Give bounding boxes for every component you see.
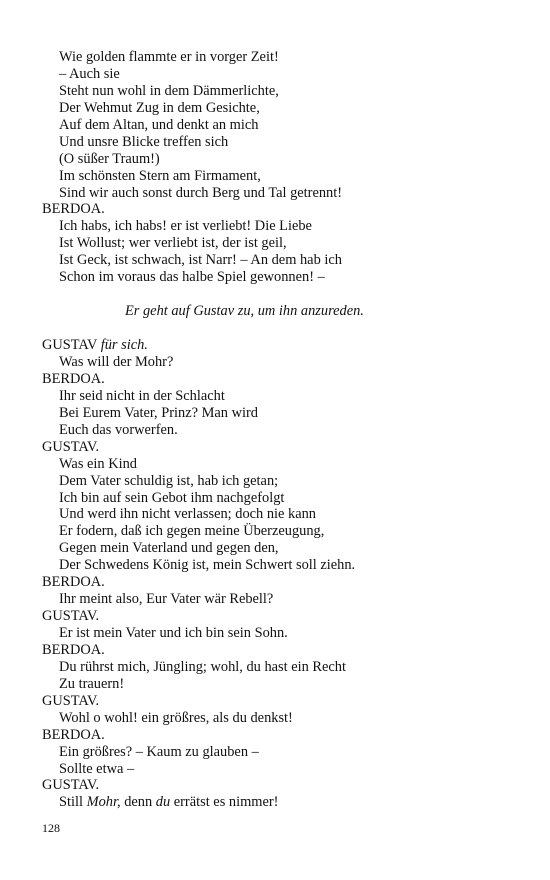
verse-line: Was will der Mohr? bbox=[59, 354, 174, 370]
speaker-name: BERDOA. bbox=[42, 641, 105, 658]
verse-line: Euch das vorwerfen. bbox=[59, 421, 178, 438]
text-fragment: GUSTAV bbox=[42, 337, 101, 354]
verse-line: Ein größres? – Kaum zu glauben – bbox=[59, 743, 259, 760]
verse-line: Ich bin auf sein Gebot ihm nachgefolgt bbox=[59, 489, 285, 506]
italic-text: für sich. bbox=[100, 337, 148, 354]
text-fragment: errätst es nimmer! bbox=[170, 794, 279, 811]
text-block bbox=[42, 49, 512, 811]
italic-text: Mohr, bbox=[86, 794, 121, 811]
verse-line: Dem Vater schuldig ist, hab ich getan; bbox=[59, 472, 279, 489]
speaker-name: BERDOA. bbox=[42, 726, 105, 743]
page-number: 128 bbox=[42, 821, 60, 835]
verse-line: Sollte etwa – bbox=[59, 760, 135, 777]
blank-line bbox=[42, 286, 512, 303]
verse-line: Ist Wollust; wer verliebt ist, der ist geil, bbox=[59, 235, 287, 252]
speaker-name: GUSTAV. bbox=[42, 438, 100, 455]
verse-line: (O süßer Traum!) bbox=[59, 150, 160, 167]
verse-line: Ich habs, ich habs! er ist verliebt! Die Liebe bbox=[59, 218, 312, 235]
verse-line: Zu trauern! bbox=[59, 675, 125, 692]
text-fragment: Still bbox=[59, 794, 87, 811]
verse-line: Wie golden flammte er in vorger Zeit! bbox=[59, 49, 279, 65]
speaker-name: BERDOA. bbox=[42, 574, 105, 591]
speaker-name: BERDOA. bbox=[42, 370, 105, 387]
verse-line: Er fodern, daß ich gegen meine Überzeugung, bbox=[59, 523, 325, 540]
speaker-name: GUSTAV. bbox=[42, 692, 100, 709]
verse-line: Du rührst mich, Jüngling; wohl, du hast ein Recht bbox=[59, 658, 346, 675]
italic-text: du bbox=[155, 794, 171, 811]
verse-line: Im schönsten Stern am Firmament, bbox=[59, 167, 261, 184]
verse-line: Bei Eurem Vater, Prinz? Man wird bbox=[59, 404, 258, 421]
speaker-name: GUSTAV. bbox=[42, 608, 100, 625]
verse-line: Der Schwedens König ist, mein Schwert soll ziehn. bbox=[59, 557, 356, 574]
verse-line: Und werd ihn nicht verlassen; doch nie kann bbox=[59, 506, 316, 523]
speaker-name: BERDOA. bbox=[42, 201, 105, 218]
verse-line: Er ist mein Vater und ich bin sein Sohn. bbox=[59, 625, 288, 641]
verse-line: Gegen mein Vaterland und gegen den, bbox=[59, 540, 279, 557]
verse-line: Der Wehmut Zug in dem Gesichte, bbox=[59, 99, 260, 116]
verse-line: Was ein Kind bbox=[59, 455, 137, 472]
speaker-name: GUSTAV. bbox=[42, 777, 100, 794]
blank-line bbox=[42, 320, 512, 337]
verse-line: Steht nun wohl in dem Dämmerlichte, bbox=[59, 82, 279, 99]
text-fragment: denn bbox=[120, 794, 156, 811]
verse-line: Wohl o wohl! ein größres, als du denkst! bbox=[59, 709, 293, 726]
verse-line: – Auch sie bbox=[59, 65, 120, 82]
verse-line: Sind wir auch sonst durch Berg und Tal getrennt! bbox=[59, 184, 343, 201]
verse-line: Und unsre Blicke treffen sich bbox=[59, 133, 229, 150]
stage-direction: Er geht auf Gustav zu, um ihn anzureden. bbox=[125, 303, 364, 320]
verse-line: Schon im voraus das halbe Spiel gewonnen! – bbox=[59, 269, 325, 286]
verse-line: Ihr seid nicht in der Schlacht bbox=[59, 387, 225, 404]
verse-line: Ihr meint also, Eur Vater wär Rebell? bbox=[59, 591, 274, 608]
speaker-name bbox=[42, 337, 512, 354]
verse-line bbox=[42, 794, 512, 811]
verse-line: Auf dem Altan, und denkt an mich bbox=[59, 116, 259, 133]
verse-line: Ist Geck, ist schwach, ist Narr! – An dem hab ich bbox=[59, 252, 342, 269]
